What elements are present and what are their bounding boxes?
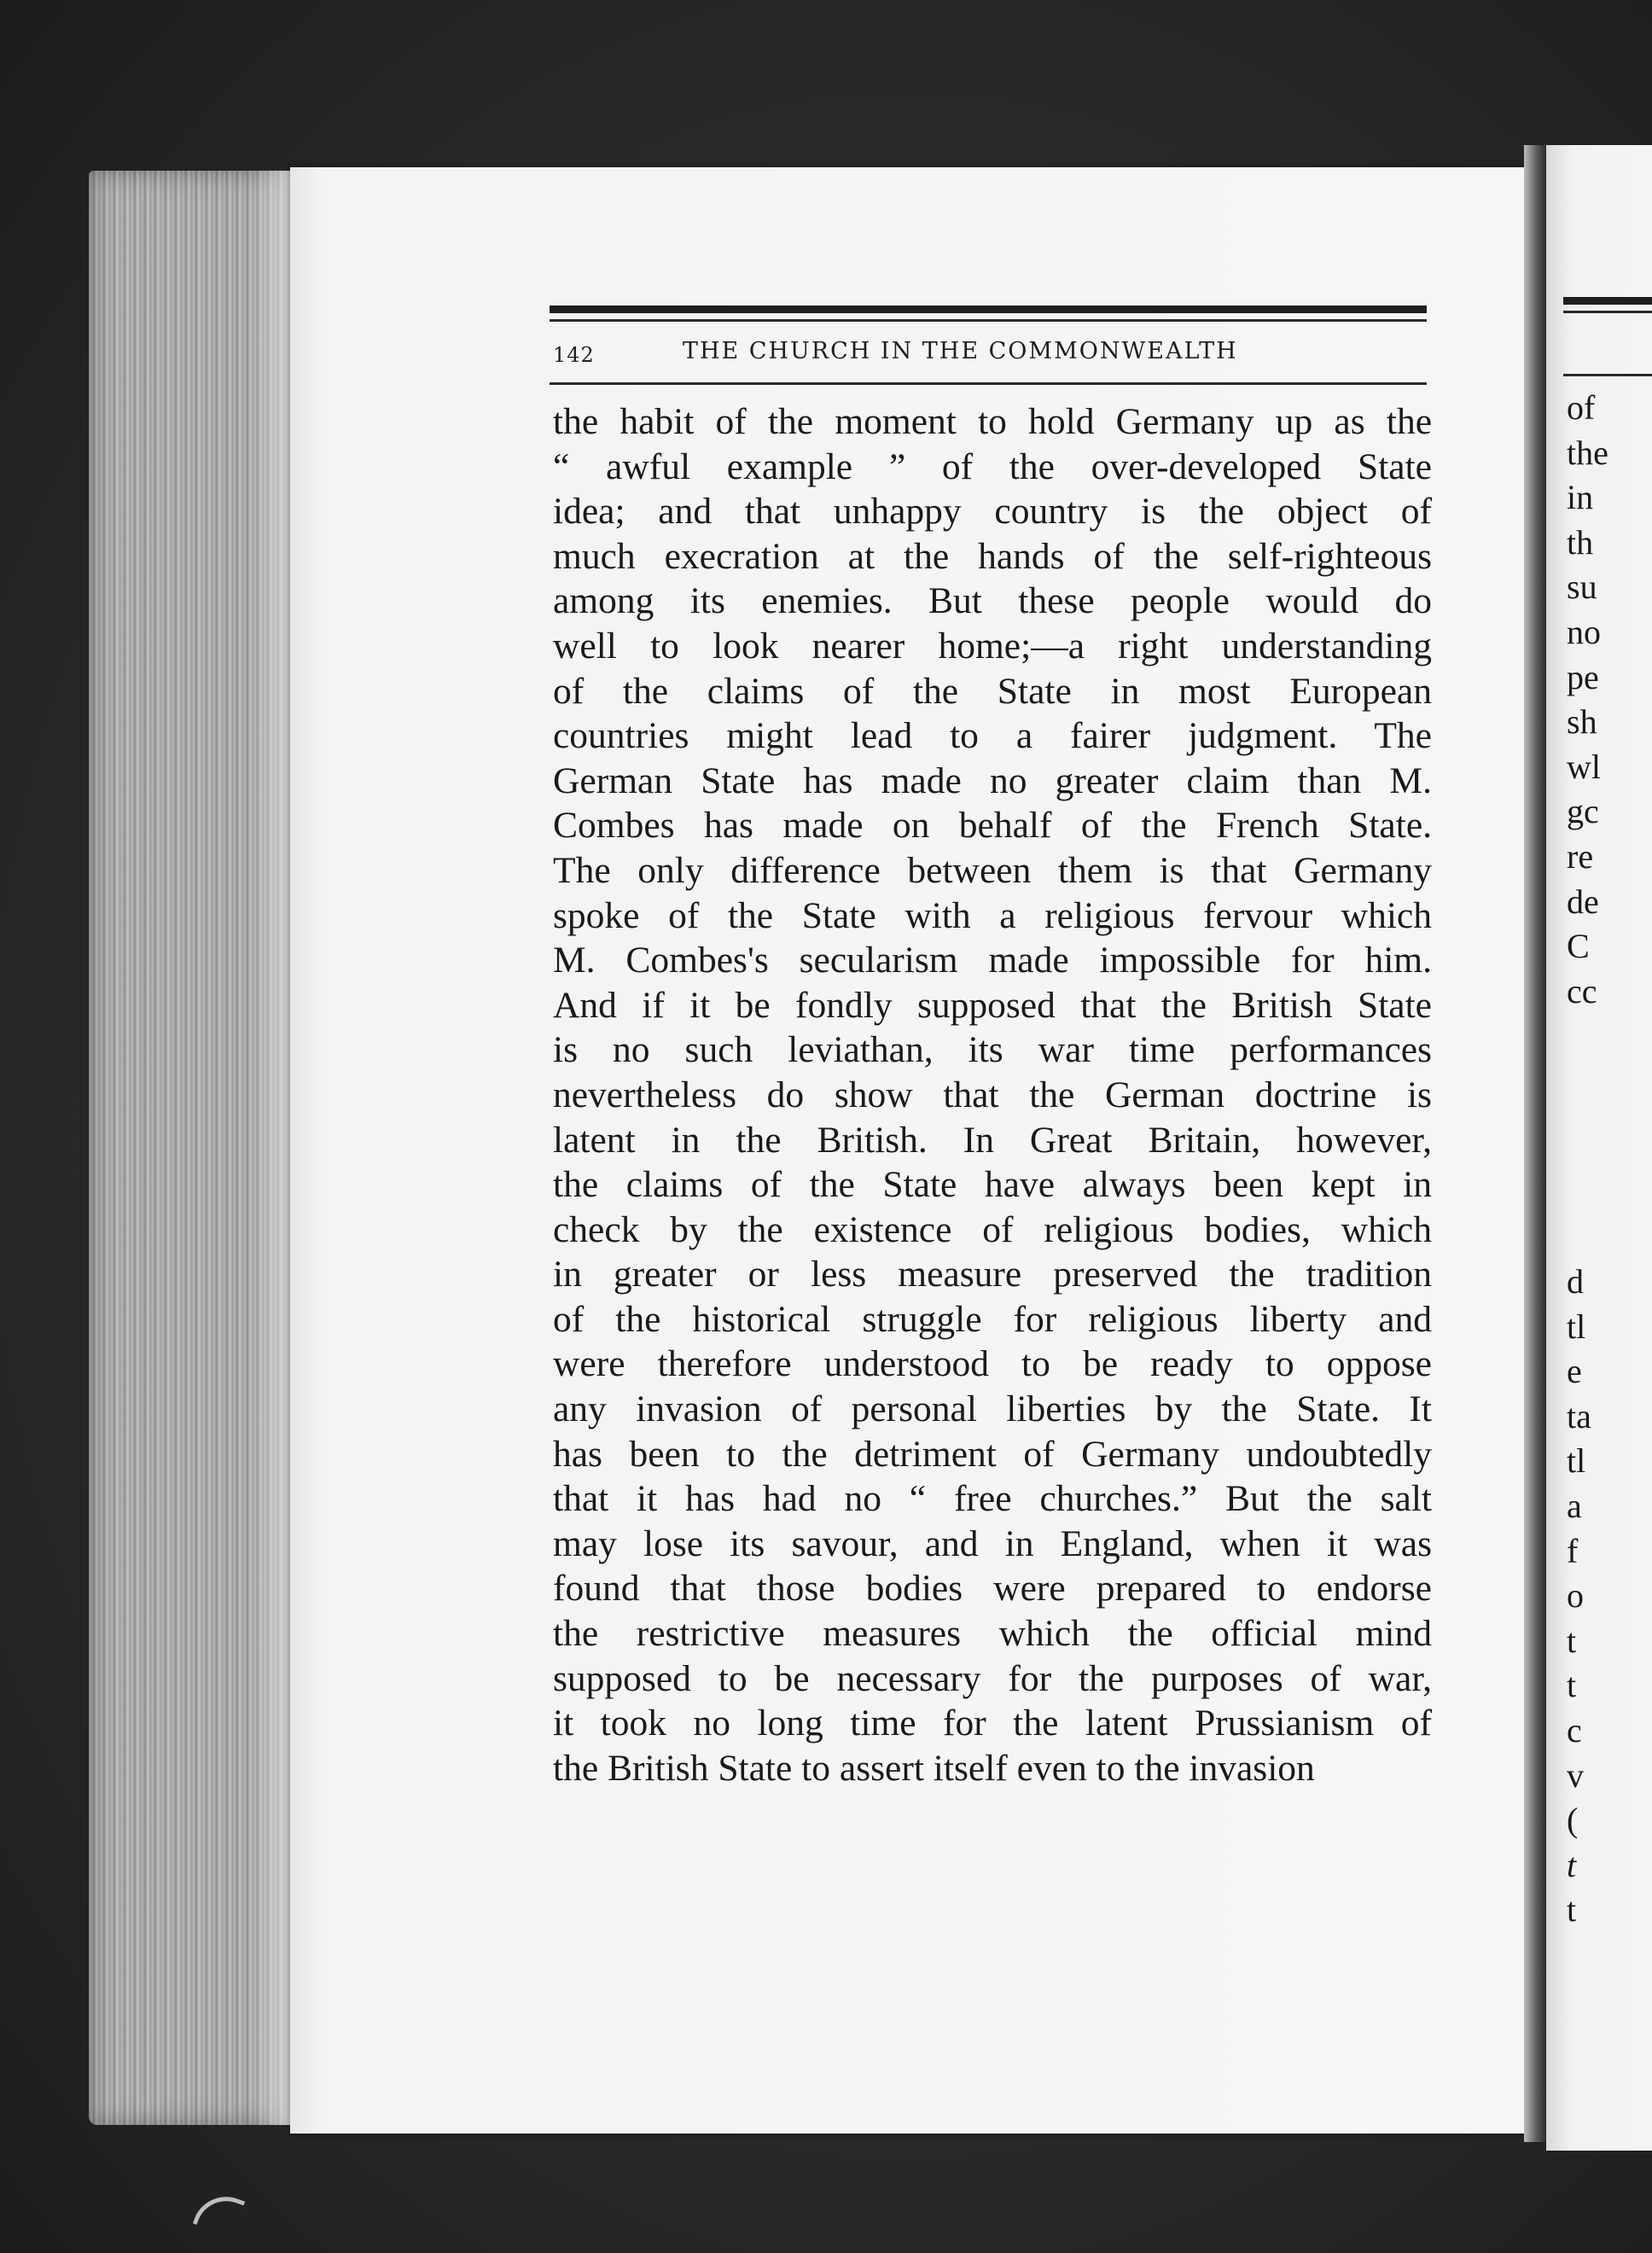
- book-page-edges: [89, 171, 302, 2125]
- fragment: the: [1567, 433, 1608, 472]
- fragment: t: [1567, 1890, 1577, 1930]
- fragment: wl: [1567, 747, 1601, 786]
- fragment: th: [1567, 522, 1594, 562]
- fragment: d: [1567, 1262, 1584, 1301]
- fragment: C: [1567, 927, 1590, 966]
- text-line: nevertheless do show that the German doctrine is: [553, 1074, 1432, 1115]
- text-line: may lose its savour, and in England, when it was: [553, 1522, 1432, 1564]
- fragment: tl: [1567, 1307, 1586, 1346]
- fragment: c: [1567, 1710, 1582, 1749]
- text-line: German State has made no greater claim than M.: [553, 760, 1432, 801]
- text-line: The only difference between them is that Germany: [553, 849, 1432, 891]
- facing-header-rule-under: [1563, 374, 1652, 376]
- fragment: pe: [1567, 657, 1599, 696]
- text-line: found that those bodies were prepared to endorse: [553, 1568, 1432, 1610]
- facing-text-fragments-bottom: [1567, 1260, 1591, 1933]
- fragment: o: [1567, 1576, 1584, 1616]
- text-line: it took no long time for the latent Prussianism of: [553, 1703, 1432, 1744]
- header-rule-thick: [550, 306, 1427, 313]
- text-line: in greater or less measure preserved the tradition: [553, 1254, 1432, 1295]
- body-text: [553, 399, 1432, 1790]
- header-rule-thin: [550, 319, 1427, 322]
- text-line: is no such leviathan, its war time performances: [553, 1029, 1432, 1071]
- text-line: M. Combes's secularism made impossible for him.: [553, 940, 1432, 981]
- text-line: And if it be fondly supposed that the British State: [553, 984, 1432, 1026]
- fragment: ta: [1567, 1396, 1591, 1435]
- text-line: of the claims of the State in most European: [553, 670, 1432, 712]
- page-number: 142: [553, 343, 595, 367]
- fragment: su: [1567, 568, 1597, 607]
- fragment: a: [1567, 1486, 1582, 1525]
- text-line: the British State to assert itself even to the invasion: [553, 1747, 1315, 1789]
- facing-text-fragments-top: [1567, 386, 1608, 1014]
- text-line: the restrictive measures which the official mind: [553, 1613, 1432, 1655]
- text-line: well to look nearer home;—a right understanding: [553, 625, 1432, 667]
- fragment: e: [1567, 1352, 1582, 1391]
- fragment: sh: [1567, 702, 1597, 742]
- text-line: the habit of the moment to hold Germany up as the: [553, 401, 1432, 442]
- text-line: were therefore understood to be ready to oppose: [553, 1343, 1432, 1385]
- fragment: (: [1567, 1801, 1579, 1840]
- text-line: among its enemies. But these people would do: [553, 580, 1432, 622]
- fragment: v: [1567, 1755, 1584, 1795]
- fragment: of: [1567, 388, 1596, 427]
- text-line: Combes has made on behalf of the French State.: [553, 805, 1432, 847]
- fragment: tl: [1567, 1441, 1586, 1481]
- header-rule-under: [550, 382, 1427, 385]
- fragment: no: [1567, 612, 1601, 651]
- fragment: gc: [1567, 792, 1599, 831]
- fragment: t: [1567, 1621, 1577, 1660]
- text-line: latent in the British. In Great Britain, however,: [553, 1119, 1432, 1161]
- fragment: in: [1567, 478, 1594, 517]
- fragment: de: [1567, 882, 1599, 921]
- facing-header-rule-thick: [1563, 297, 1652, 305]
- text-line: the claims of the State have always been kept in: [553, 1164, 1432, 1206]
- text-line: of the historical struggle for religious liberty and: [553, 1298, 1432, 1340]
- text-line: idea; and that unhappy country is the object of: [553, 491, 1432, 533]
- text-line: “ awful example ” of the over-developed State: [553, 445, 1432, 487]
- text-line: has been to the detriment of Germany undoubtedly: [553, 1433, 1432, 1475]
- text-line: any invasion of personal liberties by the State. It: [553, 1388, 1432, 1430]
- fragment: re: [1567, 836, 1594, 876]
- fragment: t: [1567, 1845, 1577, 1884]
- fragment: t: [1567, 1666, 1577, 1705]
- fragment: f: [1567, 1531, 1579, 1570]
- running-head: THE CHURCH IN THE COMMONWEALTH: [683, 338, 1238, 364]
- facing-header-rule-thin: [1563, 311, 1652, 313]
- text-line: spoke of the State with a religious fervour which: [553, 894, 1432, 936]
- text-line: countries might lead to a fairer judgment. The: [553, 715, 1432, 757]
- text-line: much execration at the hands of the self-righteous: [553, 535, 1432, 577]
- facing-page: [1546, 145, 1652, 2151]
- text-line: check by the existence of religious bodies, which: [553, 1208, 1432, 1250]
- fragment: cc: [1567, 971, 1597, 1010]
- text-line: supposed to be necessary for the purposes of war,: [553, 1657, 1432, 1699]
- text-line: that it has had no “ free churches.” But the salt: [553, 1478, 1432, 1520]
